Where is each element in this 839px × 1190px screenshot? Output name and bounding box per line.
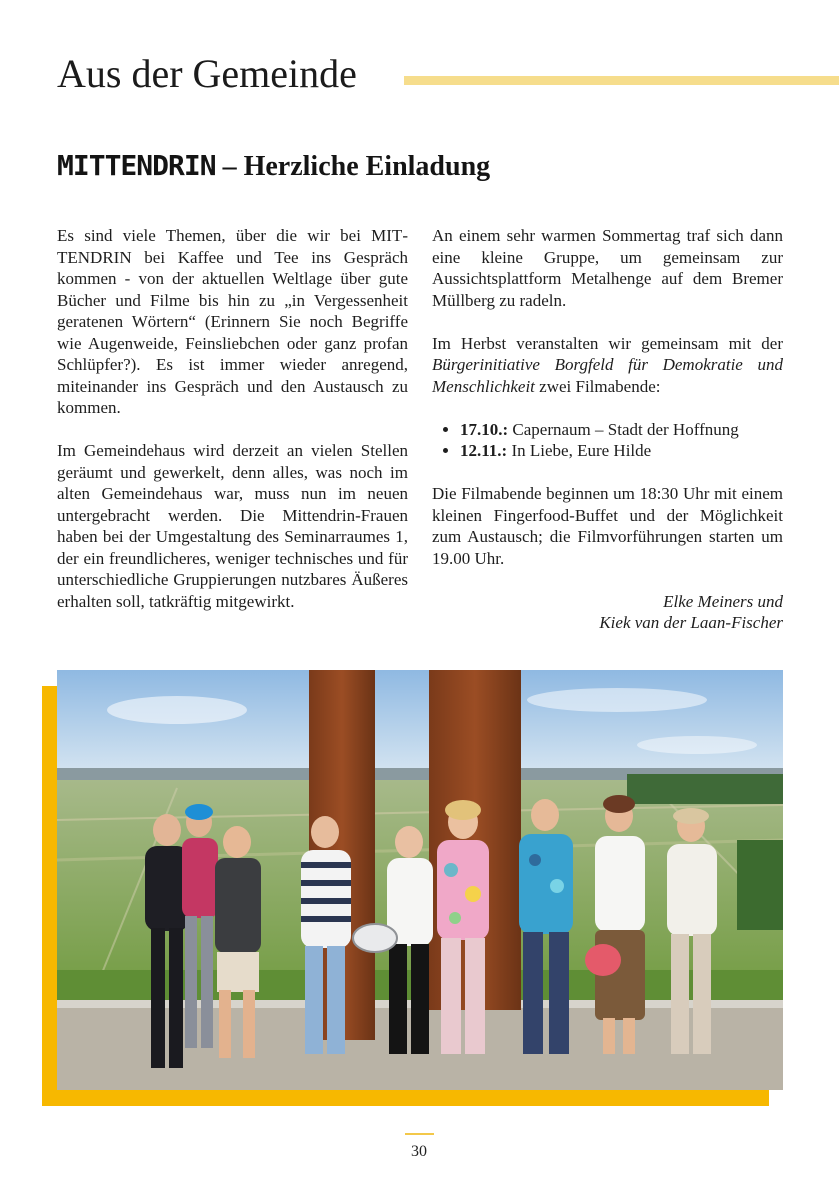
paragraph-gemeindehaus: Im Gemeindehaus wird derzeit an vielen Stellen geräumt und gewerkelt, denn alles, was noch im alten Gemeindehaus war, muss nun im neuen untergebracht werden. Die Mittendrin-Frauen haben bei der Umgestaltung des Seminarraumes 1, der ein freundlicheres, weniger technisches und für unterschiedliche Gruppierungen nutzbares Äußeres erhalten soll, tatkräftig mitgewirkt. (57, 441, 408, 611)
article-title-rest: – Herzliche Einladung (215, 151, 491, 182)
initiative-name: Bürgerinitiative Borgfeld für Demokratie und Menschlichkeit (432, 355, 783, 396)
right-column (432, 225, 783, 634)
paragraph-excursion: An einem sehr warmen Sommertag traf sich dann eine kleine Gruppe, um gemeinsam zur Aussichtsplattform Metalhenge auf dem Bremer Müllberg zu radeln. (432, 226, 783, 310)
event-list (432, 419, 783, 462)
section-title-rule (404, 76, 839, 85)
paragraph-schedule: Die Filmabende beginnen um 18:30 Uhr mit einem kleinen Fingerfood-Buffet und der Möglichkeit zum Austausch; die Filmvorführungen starten um 19.00 Uhr. (432, 484, 783, 568)
group-photo-illustration (57, 670, 783, 1090)
event-title: Capernaum – Stadt der Hoffnung (508, 419, 739, 439)
left-column (57, 225, 408, 612)
paragraph-film-evenings (432, 333, 783, 398)
page-number-rule (405, 1133, 434, 1135)
event-date: 17.10.: (460, 419, 509, 439)
list-item (460, 440, 783, 462)
event-title: In Liebe, Eure Hilde (507, 441, 652, 460)
film-intro-text: Im Herbst veranstalten wir gemeinsam mit der (432, 333, 783, 353)
article-title (57, 147, 490, 186)
signature (432, 591, 783, 634)
event-date: 12.11.: (460, 441, 508, 460)
section-title: Aus der Gemeinde (57, 51, 357, 96)
signature-line-1: Elke Meiners und (663, 591, 783, 611)
list-item (460, 419, 783, 441)
signature-line-2: Kiek van der Laan-Fischer (599, 613, 783, 632)
paragraph-topics: Es sind viele Themen, über die wir bei MITTENDRIN bei Kaffee und Tee ins Gespräch kommen - von der aktuellen Weltlage über gute Bücher und Filme bis hin zu „in Vergessenheit geratenen Wörtern“ (Erinnern Sie noch Begriffe wie Augenweide, Feinsliebchen oder ganz profan Schlüpfer?). Es ist immer wieder anregend, miteinander ins Gespräch und den Austausch zu kommen. (57, 226, 408, 417)
film-intro-end: zwei Filmabende: (534, 376, 661, 396)
page-number: 30 (411, 1143, 427, 1160)
group-photo (57, 670, 783, 1090)
article-title-marker: MITTENDRIN (57, 149, 216, 182)
